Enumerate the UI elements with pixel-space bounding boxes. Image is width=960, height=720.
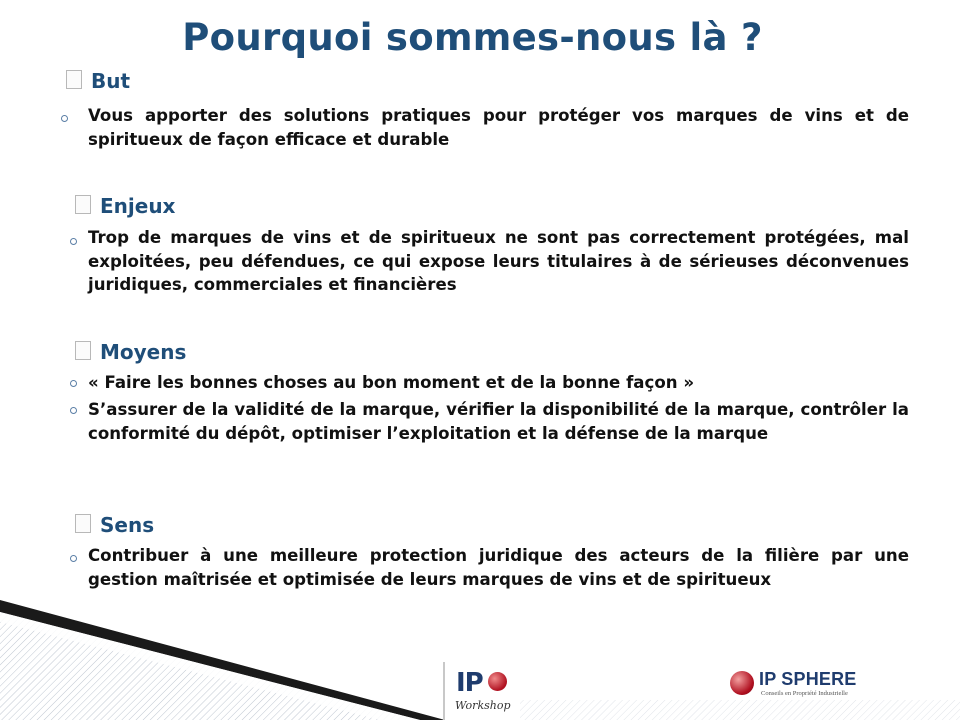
ipo-logo-circle-icon bbox=[488, 672, 507, 691]
section-moyens-item-1: « Faire les bonnes choses au bon moment et de la bonne façon » bbox=[88, 373, 695, 392]
ip-sphere-ball-icon bbox=[730, 671, 754, 695]
section-heading-but: But bbox=[66, 69, 130, 93]
slide-title: Pourquoi sommes-nous là ? bbox=[182, 16, 763, 59]
ipo-workshop-logo bbox=[443, 662, 515, 720]
section-enjeux-item: Trop de marques de vins et de spiritueux ne sont pas correctement protégées, mal exploitées, peu défendues, ce qui expose leurs titulaires à de sérieuses déconvenues juridiques, commerciales et financières bbox=[88, 228, 909, 294]
ipo-logo-text: IP bbox=[456, 668, 483, 698]
ipo-logo-subtitle: Workshop bbox=[455, 699, 511, 712]
divider bbox=[443, 662, 445, 720]
section-moyens-item-2: S’assurer de la validité de la marque, vérifier la disponibilité de la marque, contrôler la conformité du dépôt, optimiser l’exploitation et la défense de la marque bbox=[88, 400, 909, 443]
ip-sphere-subtitle: Conseils en Propriété Industrielle bbox=[761, 690, 848, 697]
section-heading-moyens: Moyens bbox=[75, 340, 186, 364]
section-but-item: Vous apporter des solutions pratiques pour protéger vos marques de vins et de spiritueux de façon efficace et durable bbox=[88, 106, 909, 149]
section-sens-item: Contribuer à une meilleure protection juridique des acteurs de la filière par une gestion maîtrisée et optimisée de leurs marques de vins et de spiritueux bbox=[88, 546, 909, 589]
ip-sphere-name: IP SPHERE bbox=[759, 669, 857, 689]
section-heading-enjeux: Enjeux bbox=[75, 194, 175, 218]
ip-sphere-logo bbox=[730, 668, 870, 702]
section-heading-sens: Sens bbox=[75, 513, 154, 537]
